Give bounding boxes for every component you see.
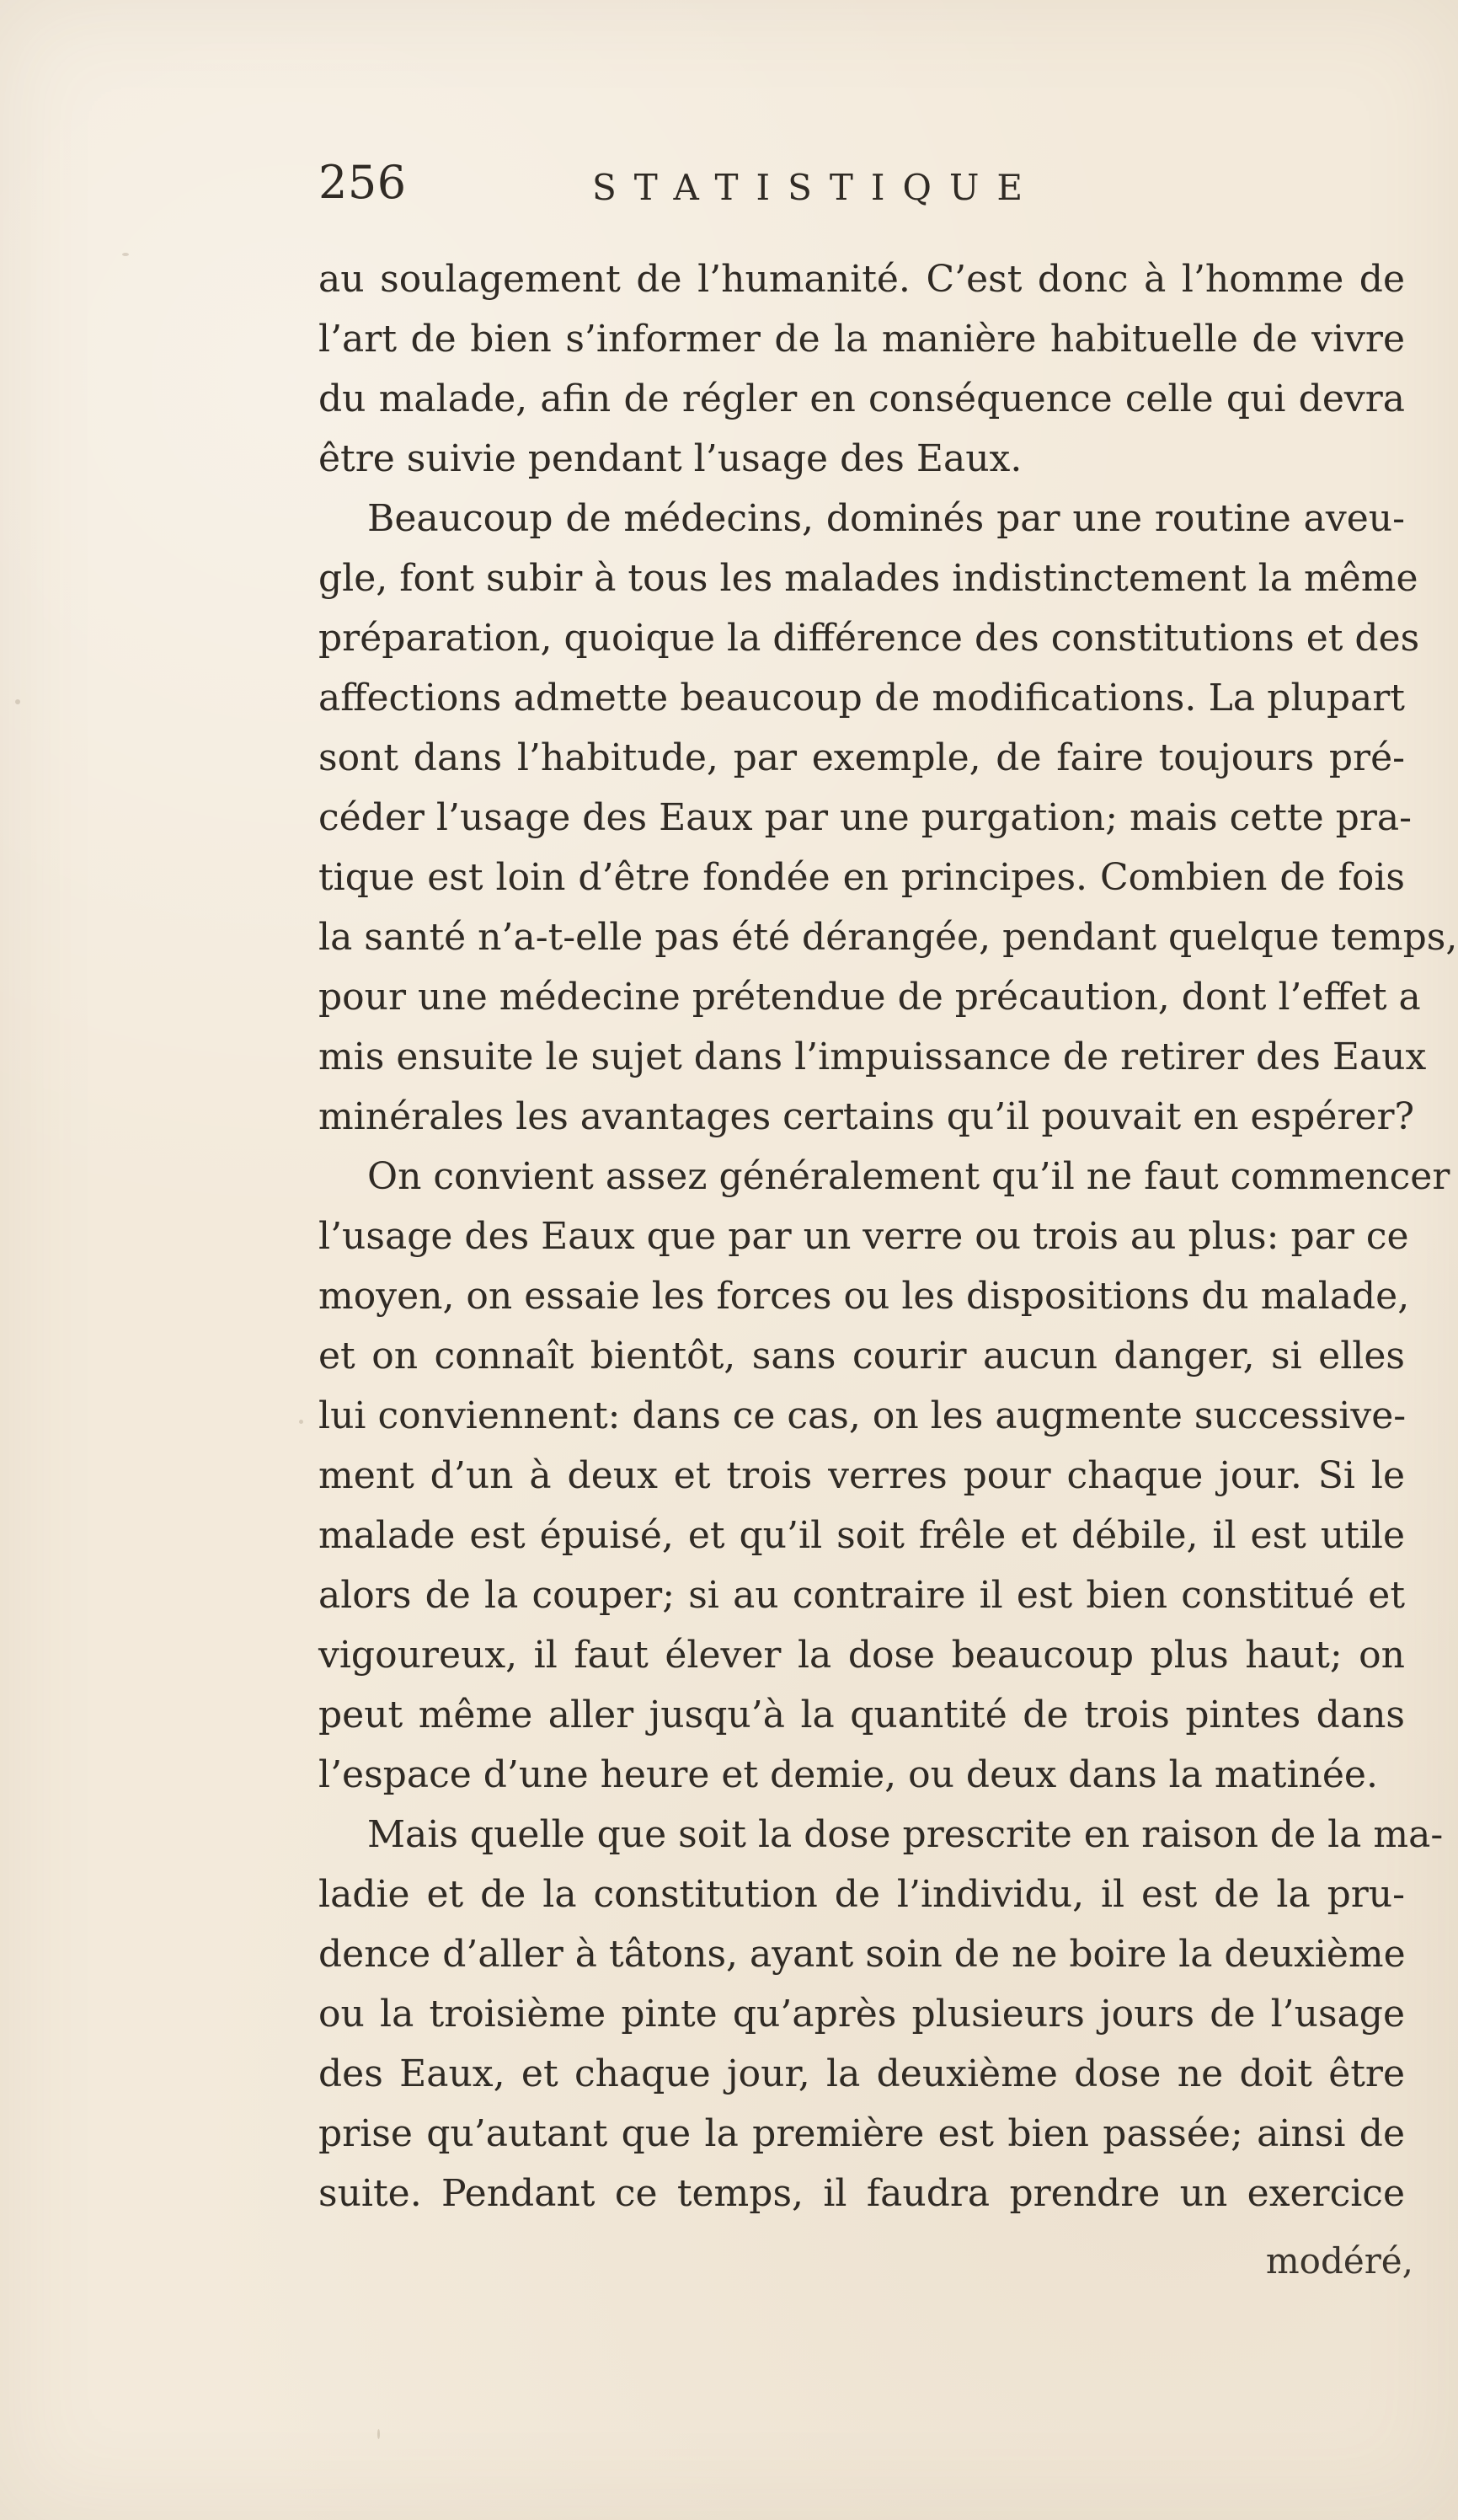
text-line: céder l’usage des Eaux par une purgation; mais cette pra-	[318, 796, 1412, 839]
text-line: ment d’un à deux et trois verres pour chaque jour. Si le	[318, 1454, 1405, 1497]
text-line: ou la troisième pinte qu’après plusieurs jours de l’usage	[318, 1993, 1405, 2036]
text-line: des Eaux, et chaque jour, la deuxième dose ne doit être	[318, 2052, 1405, 2095]
paper-speck	[299, 1420, 303, 1424]
paragraph-start-line: Beaucoup de médecins, dominés par une routine aveu-	[367, 497, 1405, 540]
text-line: vigoureux, il faut élever la dose beaucoup plus haut; on	[318, 1634, 1405, 1677]
text-line: prise qu’autant que la première est bien passée; ainsi de	[318, 2112, 1405, 2155]
text-line: être suivie pendant l’usage des Eaux.	[318, 437, 1023, 480]
text-line: l’art de bien s’informer de la manière habituelle de vivre	[318, 318, 1405, 361]
text-line: l’espace d’une heure et demie, ou deux dans la matinée.	[318, 1753, 1378, 1796]
text-line: ladie et de la constitution de l’individu, il est de la pru-	[318, 1873, 1405, 1916]
catchword: modéré,	[1265, 2240, 1413, 2282]
text-line: dence d’aller à tâtons, ayant soin de ne boire la deuxième	[318, 1933, 1406, 1976]
text-line: préparation, quoique la différence des constitutions et des	[318, 617, 1420, 660]
text-line: malade est épuisé, et qu’il soit frêle et débile, il est utile	[318, 1514, 1405, 1557]
paper-speck	[377, 2429, 380, 2439]
paper-speck	[122, 253, 129, 256]
text-line: au soulagement de l’humanité. C’est donc à l’homme de	[318, 258, 1405, 301]
text-line: moyen, on essaie les forces ou les dispositions du malade,	[318, 1275, 1410, 1318]
text-line: minérales les avantages certains qu’il pouvait en espérer?	[318, 1095, 1415, 1138]
text-line: alors de la couper; si au contraire il est bien constitué et	[318, 1574, 1405, 1617]
paper-speck	[15, 699, 20, 704]
text-line: lui conviennent: dans ce cas, on les augmente successive-	[318, 1394, 1407, 1437]
text-line: sont dans l’habitude, par exemple, de faire toujours pré-	[318, 736, 1405, 779]
paragraph-start-line: On convient assez généralement qu’il ne faut commencer	[367, 1155, 1450, 1198]
paragraph-start-line: Mais quelle que soit la dose prescrite en raison de la ma-	[367, 1813, 1444, 1856]
text-line: suite. Pendant ce temps, il faudra prendre un exercice	[318, 2172, 1405, 2215]
text-line: et on connaît bientôt, sans courir aucun danger, si elles	[318, 1335, 1405, 1378]
text-line: pour une médecine prétendue de précaution, dont l’effet a	[318, 976, 1421, 1019]
text-line: mis ensuite le sujet dans l’impuissance de retirer des Eaux	[318, 1035, 1427, 1078]
text-line: affections admette beaucoup de modifications. La plupart	[318, 677, 1405, 720]
page-header	[318, 156, 1405, 227]
text-line: la santé n’a-t-elle pas été dérangée, pendant quelque temps,	[318, 916, 1458, 959]
text-line: tique est loin d’être fondée en principes. Combien de fois	[318, 856, 1405, 899]
page-number: 256	[318, 156, 407, 209]
text-line: peut même aller jusqu’à la quantité de trois pintes dans	[318, 1693, 1405, 1736]
text-line: du malade, afin de régler en conséquence celle qui devra	[318, 377, 1405, 420]
body-text	[318, 249, 1458, 2223]
text-line: gle, font subir à tous les malades indistinctement la même	[318, 557, 1418, 600]
text-line: l’usage des Eaux que par un verre ou trois au plus: par ce	[318, 1215, 1409, 1258]
running-head: STATISTIQUE	[592, 167, 1040, 208]
